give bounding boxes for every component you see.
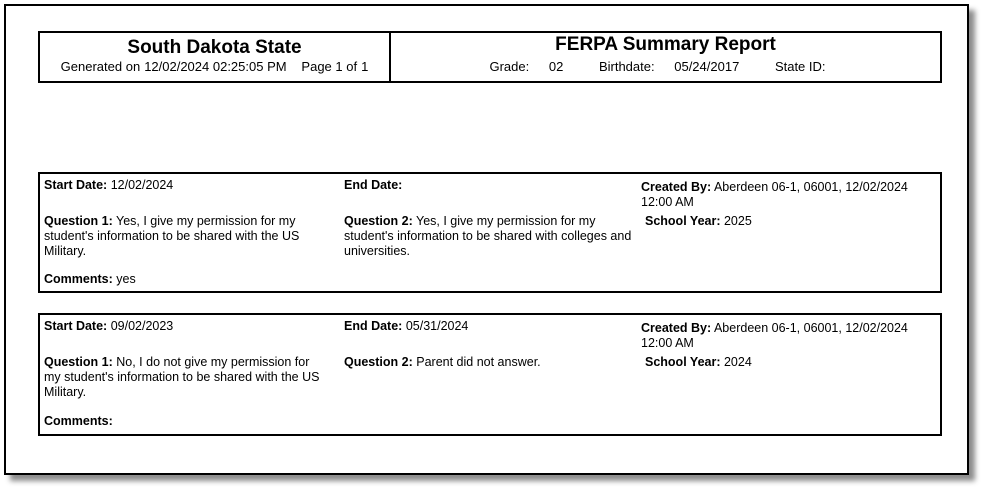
end-date-label: End Date: [344, 178, 403, 192]
report-title: FERPA Summary Report [555, 34, 776, 55]
created-by-label: Created By: [641, 180, 712, 194]
start-date-field [44, 178, 324, 193]
generated-timestamp: 12/02/2024 02:25:05 PM [144, 59, 287, 74]
school-year-field [645, 355, 940, 370]
question2-label: Question 2: [344, 355, 413, 369]
comments-label: Comments: [44, 272, 113, 286]
end-date-field [344, 178, 634, 193]
start-date-field [44, 319, 324, 334]
birthdate-label: Birthdate: [598, 59, 655, 74]
report-header [38, 31, 942, 83]
birthdate-value: 05/24/2017 [674, 59, 740, 74]
question1-value: Yes, I give my permission for my student's information to be shared with the US Military. [44, 214, 300, 258]
header-title-cell [391, 33, 940, 81]
comments-field [44, 272, 324, 287]
grade-value: 02 [548, 59, 564, 74]
end-date-label: End Date: [344, 319, 403, 333]
report-page [4, 4, 969, 475]
question1-label: Question 1: [44, 355, 113, 369]
question1-value: No, I do not give my permission for my student's information to be shared with the US Military. [44, 355, 320, 399]
school-year-value: 2025 [723, 214, 752, 228]
created-by-label: Created By: [641, 321, 712, 335]
state-id-label: State ID: [774, 59, 826, 74]
header-district-cell [40, 33, 391, 81]
created-by-field [641, 321, 936, 351]
comments-label: Comments: [44, 414, 113, 428]
start-date-value: 09/02/2023 [110, 319, 174, 333]
school-year-label: School Year: [645, 214, 721, 228]
comments-value: yes [116, 272, 136, 286]
question1-field [44, 214, 324, 259]
grade-label: Grade: [489, 59, 530, 74]
created-by-field [641, 180, 936, 210]
comments-field [44, 414, 324, 429]
page-label: Page 1 of [301, 59, 358, 74]
page-total: 1 [361, 59, 369, 74]
created-by-value: Aberdeen 06-1, 06001, 12/02/2024 12:00 AM [641, 321, 908, 350]
generated-line [40, 59, 389, 75]
state-id-field [767, 59, 850, 74]
ferpa-record [38, 172, 942, 293]
start-date-label: Start Date: [44, 319, 108, 333]
school-year-value: 2024 [723, 355, 752, 369]
end-date-value: 05/31/2024 [405, 319, 469, 333]
question1-label: Question 1: [44, 214, 113, 228]
ferpa-record [38, 313, 942, 436]
question2-field [344, 214, 634, 259]
start-date-label: Start Date: [44, 178, 108, 192]
generated-label: Generated on [60, 59, 141, 74]
district-name: South Dakota State [127, 37, 302, 58]
school-year-label: School Year: [645, 355, 721, 369]
end-date-field [344, 319, 634, 334]
question2-value: Parent did not answer. [416, 355, 541, 369]
school-year-field [645, 214, 940, 229]
question2-value: Yes, I give my permission for my student's information to be shared with colleges and universities. [344, 214, 632, 258]
created-by-value: Aberdeen 06-1, 06001, 12/02/2024 12:00 AM [641, 180, 908, 209]
question2-label: Question 2: [344, 214, 413, 228]
grade-field [481, 59, 571, 74]
question2-field [344, 355, 634, 370]
start-date-value: 12/02/2024 [110, 178, 174, 192]
birthdate-field [591, 59, 747, 74]
question1-field [44, 355, 324, 400]
student-info-line [391, 59, 940, 75]
